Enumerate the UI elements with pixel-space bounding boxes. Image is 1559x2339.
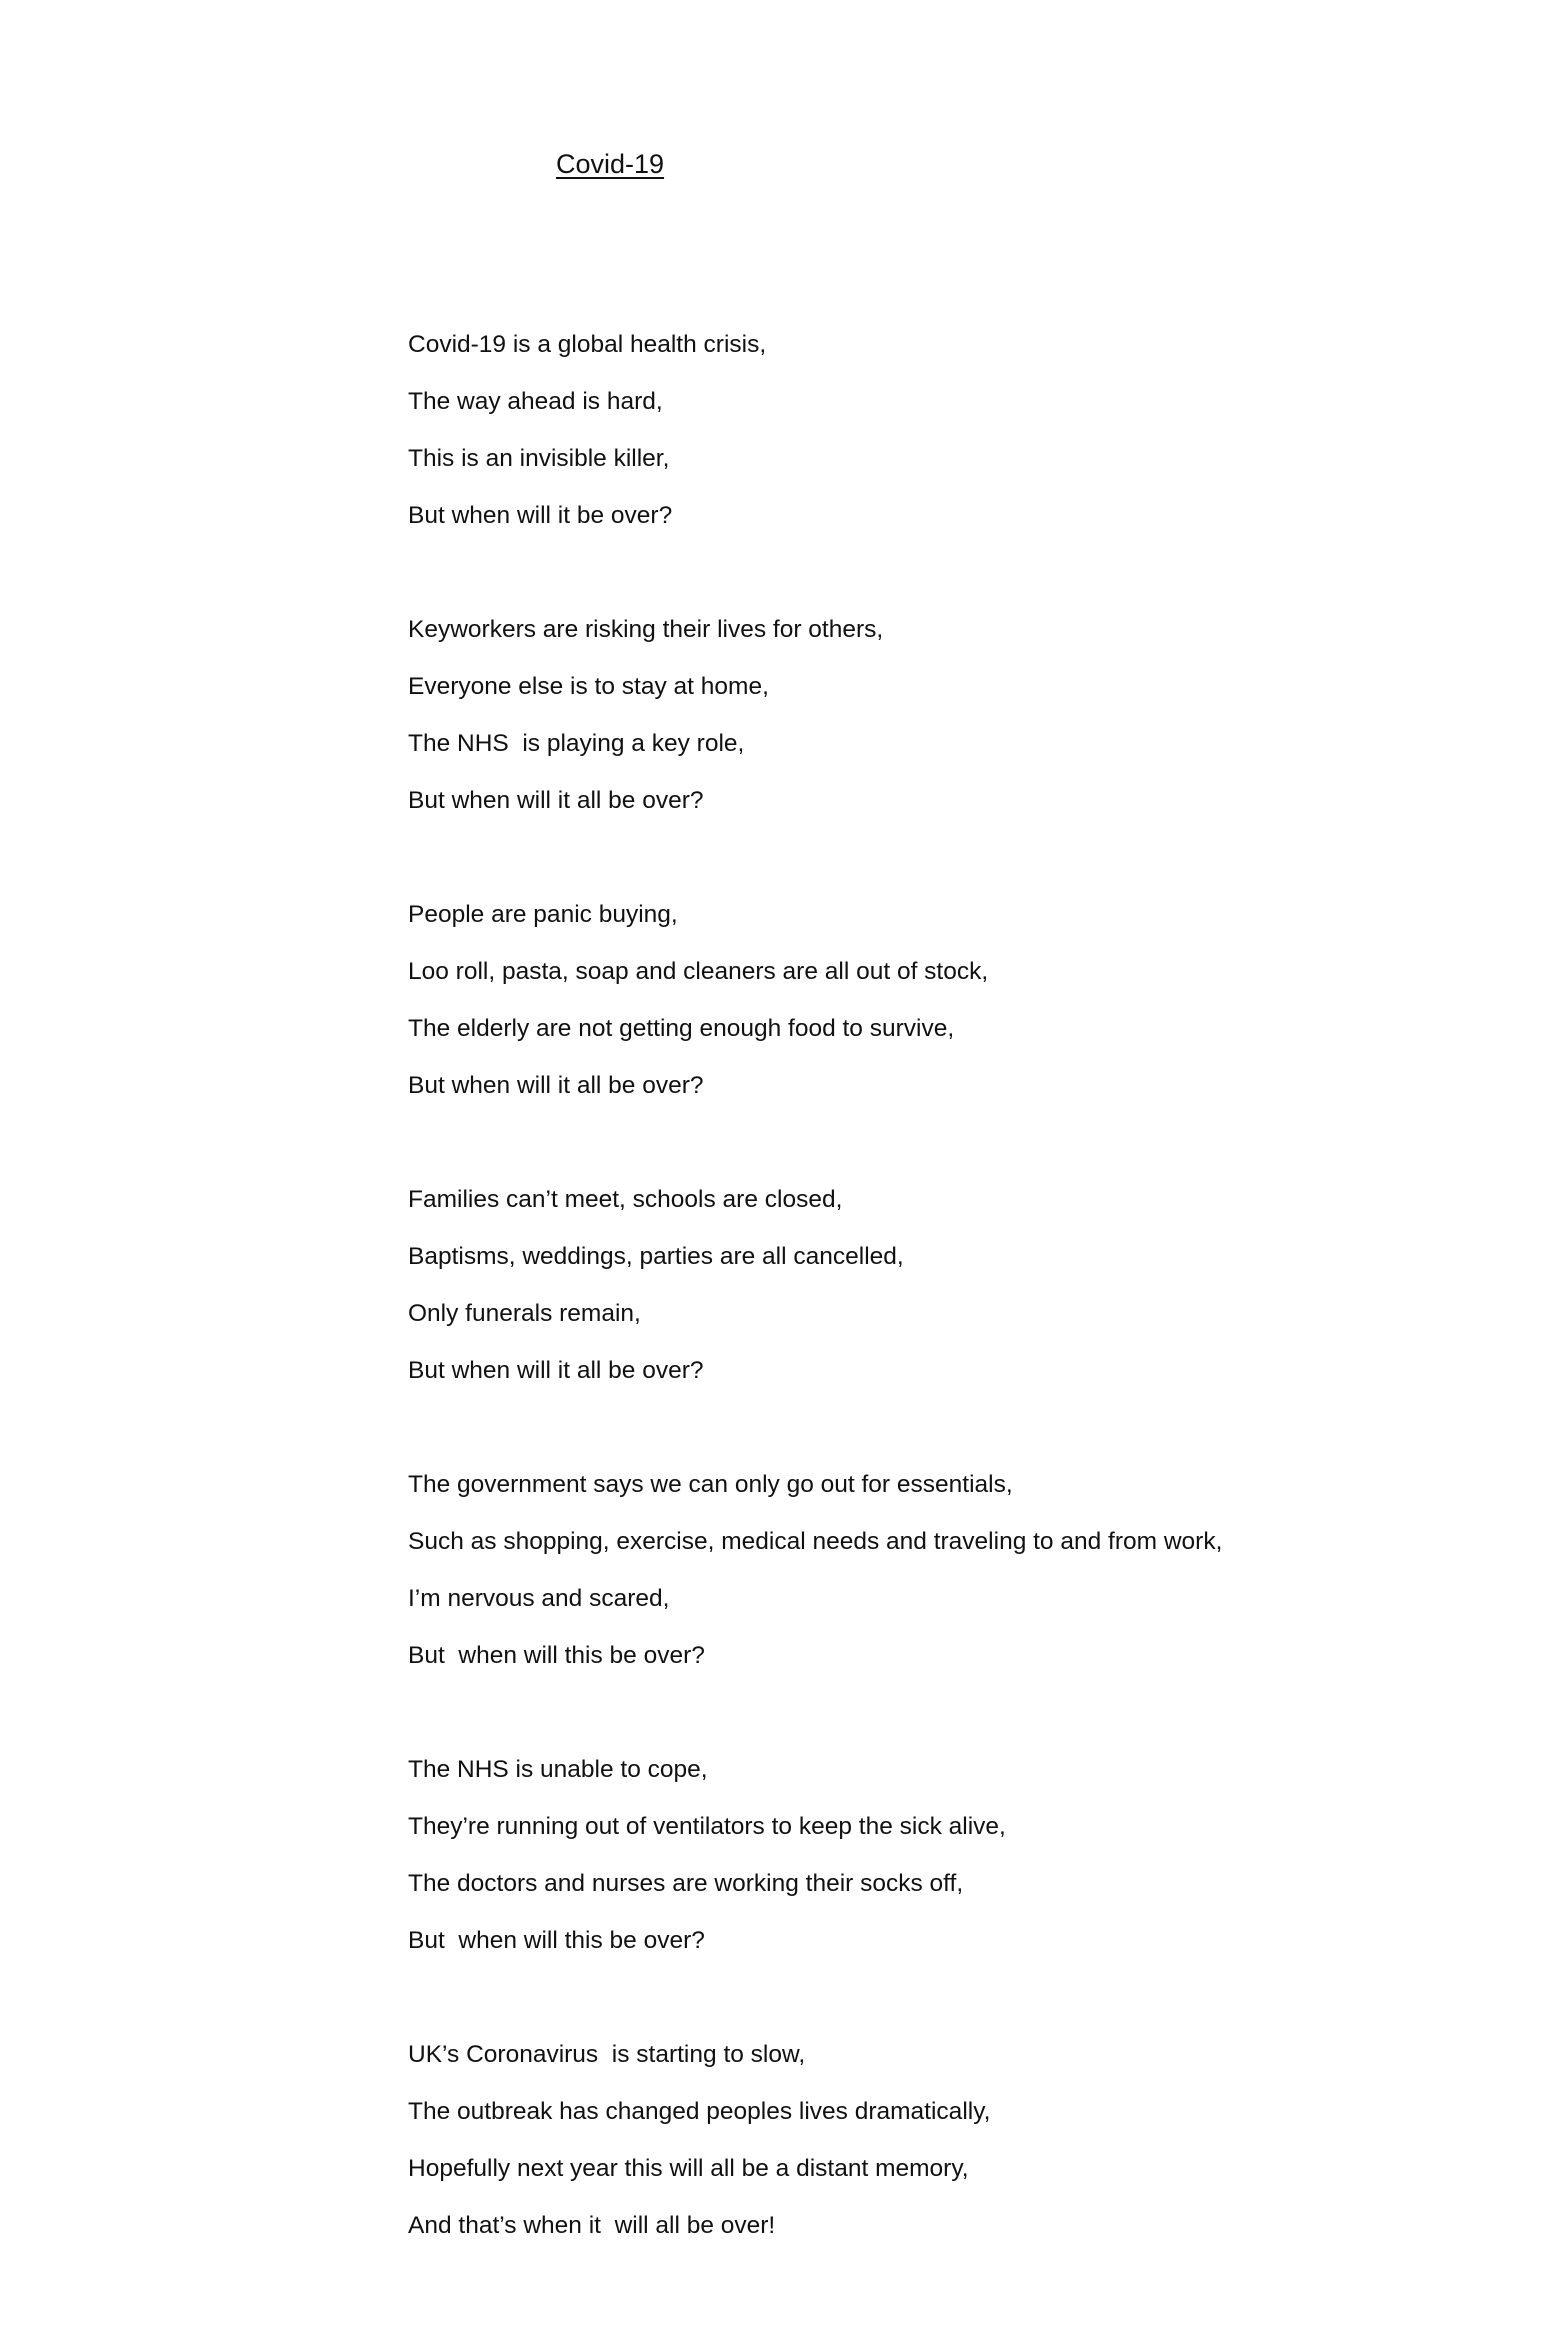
poem-line: Loo roll, pasta, soap and cleaners are all out of stock, — [408, 958, 989, 985]
stanza-6 — [408, 1741, 1508, 1969]
poem-line: People are panic buying, — [408, 901, 678, 928]
poem-line: But when will this be over? — [408, 1927, 705, 1954]
poem-line: And that’s when it will all be over! — [408, 2212, 776, 2239]
poem-line: But when will it all be over? — [408, 787, 704, 814]
stanza-1 — [408, 316, 1508, 544]
poem-line: The doctors and nurses are working their socks off, — [408, 1870, 964, 1897]
stanza-5 — [408, 1456, 1508, 1684]
poem-line: But when will it all be over? — [408, 1072, 704, 1099]
poem-line: Families can’t meet, schools are closed, — [408, 1186, 843, 1213]
poem-line: I’m nervous and scared, — [408, 1585, 670, 1612]
poem-line: But when will this be over? — [408, 1642, 705, 1669]
poem-line: Baptisms, weddings, parties are all cancelled, — [408, 1243, 904, 1270]
poem-line: Keyworkers are risking their lives for others, — [408, 616, 884, 643]
stanza-3 — [408, 886, 1508, 1114]
poem-line: UK’s Coronavirus is starting to slow, — [408, 2041, 806, 2068]
poem-line: The outbreak has changed peoples lives dramatically, — [408, 2098, 991, 2125]
poem-line: They’re running out of ventilators to keep the sick alive, — [408, 1813, 1006, 1840]
poem-line: The elderly are not getting enough food to survive, — [408, 1015, 955, 1042]
poem-line: Hopefully next year this will all be a distant memory, — [408, 2155, 969, 2182]
poem-line: But when will it all be over? — [408, 1357, 704, 1384]
stanza-2 — [408, 601, 1508, 829]
stanza-7 — [408, 2026, 1508, 2254]
poem-line: The NHS is playing a key role, — [408, 730, 745, 757]
stanza-4 — [408, 1171, 1508, 1399]
poem-line: But when will it be over? — [408, 502, 673, 529]
poem-title: Covid-19 — [556, 149, 665, 179]
poem-body — [408, 316, 1508, 2311]
poem-line: This is an invisible killer, — [408, 445, 670, 472]
poem-line: The government says we can only go out for essentials, — [408, 1471, 1013, 1498]
poem-line: Covid-19 is a global health crisis, — [408, 331, 767, 358]
poem-line: Only funerals remain, — [408, 1300, 641, 1327]
poem-line: The way ahead is hard, — [408, 388, 663, 415]
poem-line: Everyone else is to stay at home, — [408, 673, 769, 700]
poem-line: Such as shopping, exercise, medical needs and traveling to and from work, — [408, 1528, 1223, 1555]
poem-line: The NHS is unable to cope, — [408, 1756, 708, 1783]
